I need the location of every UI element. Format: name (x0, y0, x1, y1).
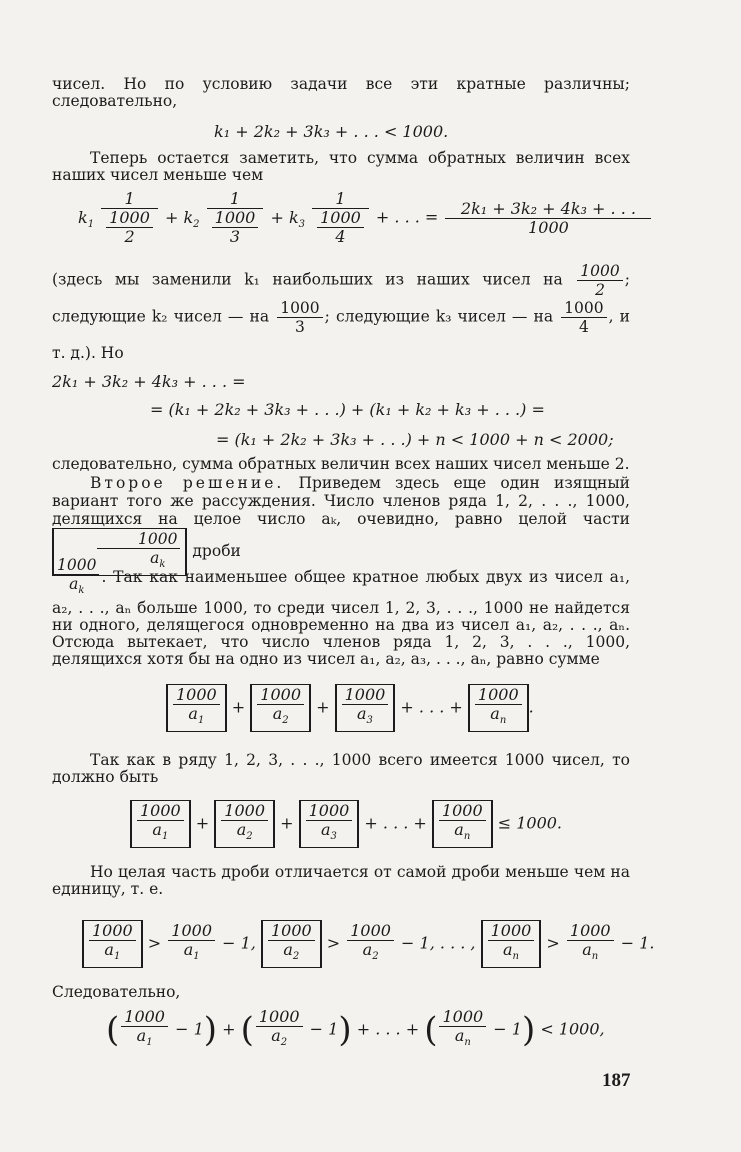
paragraph-5: Второе решение. Приведем здесь еще один изящный вариант того же рассуждения. Число членов ряда 1, 2, . . ., 1000, делящихся на целое число aₖ, очевидно, равно целой части $\frac{1000}{a_k}$ дроби (52, 474, 630, 576)
paragraph-6: $\frac{1000}{a_k}$ . Так как наименьшее общее кратное любых двух из чисел a₁, a₂, . . ., aₙ больше 1000, то среди чисел 1, 2, 3, . . ., 1000 не найдется ни одного, делящегося одновременно на два из чисел a₁, a₂, . . ., aₙ. Отсюда вытекает, что число членов ряда 1, 2, 3, . . ., 1000, делящихся хотя бы на одно из чисел a₁, a₂, a₃, . . ., aₙ, равно сумме (52, 556, 630, 669)
equation-reciprocal-sum: $k_1$ $\frac{1}{\frac{1000}{2}}$ + $k_2$ $\frac{1}{\frac{1000}{3}}$ + $k_3$ $\frac{1}{\frac{1000}{4}}$ + . . . = $\frac{\text{2k₁ + 3k₂ + 4k₃ + . . .}}{1000}$ (78, 190, 653, 246)
paragraph-9: Следовательно, (52, 983, 181, 1001)
equation-final-sum: ( $\frac{1000}{a_1}$ − 1) + ( $\frac{1000}{a_2}$ − 1) + . . . + ( $\frac{1000}{a_n}$ − 1) < 1000, (106, 1007, 605, 1051)
equation-integer-part-bound: $\frac{1000}{a_1}$ > $\frac{1000}{a_1}$ − 1, $\frac{1000}{a_2}$ > $\frac{1000}{a_2}$ − 1, . . . , $\frac{1000}{a_n}$ > $\frac{1000}{a_n}$ − 1. (82, 920, 654, 968)
equation-bracket-inequality: $\frac{1000}{a_1}$ + $\frac{1000}{a_2}$ + $\frac{1000}{a_3}$ + . . . + $\frac{1000}{a_n}$ ≤ 1000. (130, 800, 562, 848)
paragraph-7: Так как в ряду 1, 2, 3, . . ., 1000 всего имеется 1000 чисел, то должно быть (52, 751, 630, 786)
page-number: 187 (602, 1070, 631, 1091)
equation-expand-line-2: = (k₁ + 2k₂ + 3k₃ + . . .) + (k₁ + k₂ + k₃ + . . .) = (150, 400, 545, 419)
paragraph-4: следовательно, сумма обратных величин всех наших чисел меньше 2. (52, 455, 630, 473)
section-heading-second-solution: Второе решение. (90, 474, 285, 492)
equation-sum-k: k₁ + 2k₂ + 3k₃ + . . . < 1000. (214, 122, 449, 141)
paragraph-2: Теперь остается заметить, что сумма обратных величин всех наших чисел меньше чем (52, 149, 630, 184)
equation-bracket-sum: $\frac{1000}{a_1}$ + $\frac{1000}{a_2}$ + $\frac{1000}{a_3}$ + . . . + $\frac{1000}{a_n}$ . (166, 684, 534, 732)
equation-expand-line-3: = (k₁ + 2k₂ + 3k₃ + . . .) + n < 1000 + n < 2000; (216, 430, 614, 449)
paragraph-8: Но целая часть дроби отличается от самой дроби меньше чем на единицу, т. е. (52, 863, 630, 898)
paragraph-3: (здесь мы заменили k₁ наибольших из наших чисел на $\frac{1000}{2}$ ; следующие k₂ чисел — на $\frac{1000}{3}$ ; следующие k₃ чисел — на $\frac{1000}{4}$ , и т. д.). Но (52, 262, 630, 362)
paragraph-1: чисел. Но по условию задачи все эти кратные различны; следовательно, (52, 75, 630, 110)
equation-expand-line-1: 2k₁ + 3k₂ + 4k₃ + . . . = (52, 372, 246, 391)
